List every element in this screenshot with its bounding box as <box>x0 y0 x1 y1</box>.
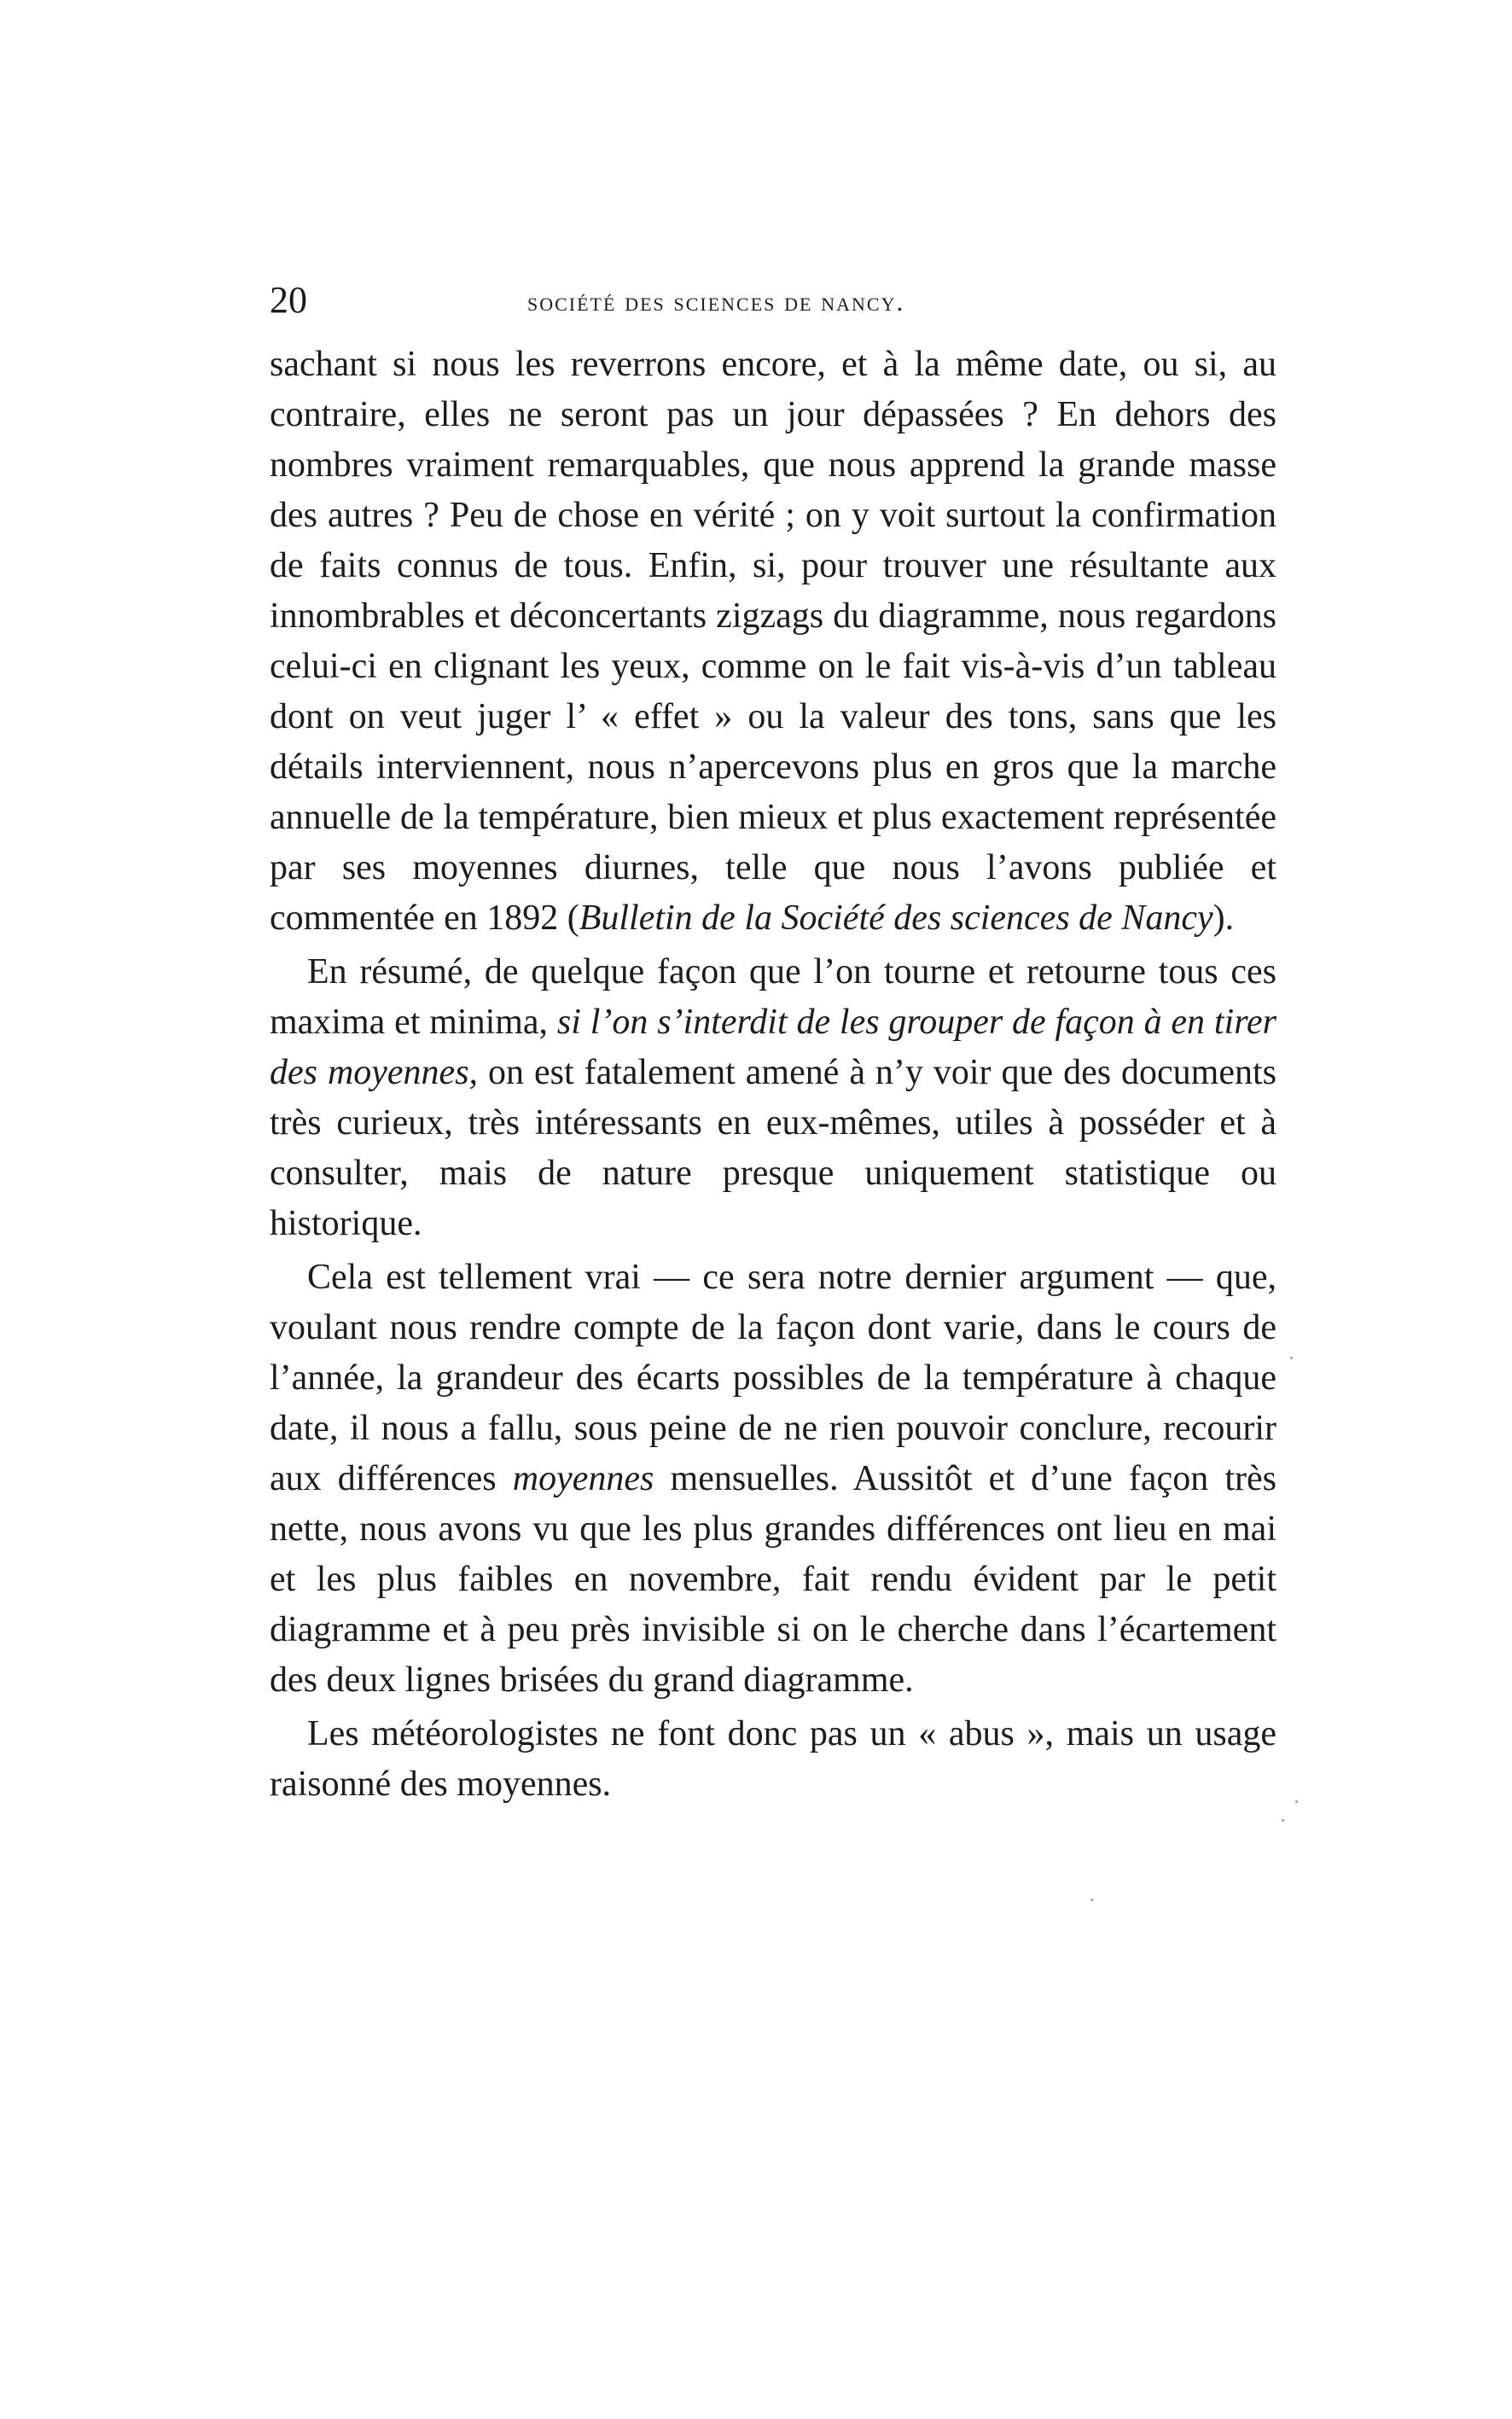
paragraph-argument <box>270 1253 1276 1706</box>
paragraph-text: sachant si nous les reverrons encore, et à la même date, ou si, au contraire, elles ne seront pas un jour dépassées ? En dehors des nombres vraiment remarquables, que nous apprend la grande masse des autres ? Peu de chose en vérité ; on y voit surtout la confirmation de faits connus de tous. Enfin, si, pour trouver une résultante aux innombrables et déconcertants zigzags du diagramme, nous regardons celui-ci en clignant les yeux, comme on le fait vis-à-vis d’un tableau dont on veut juger l’ « effet » ou la valeur des tons, sans que les détails interviennent, nous n’apercevons plus en gros que la marche annuelle de la température, bien mieux et plus exactement représentée par ses moyennes diurnes, telle que nous l’avons publiée et commentée en 1892 ( <box>270 345 1276 938</box>
paragraph-text: ). <box>1213 898 1235 938</box>
scan-speck <box>1282 1819 1284 1822</box>
paragraph-conclusion <box>270 1709 1276 1810</box>
body-text <box>270 340 1276 1810</box>
paragraph-text: Les météorologistes ne font donc pas un « abus », mais un usage raisonné des moyennes. <box>270 1714 1276 1804</box>
bulletin-title-italic: Bulletin de la Société des sciences de Nancy <box>579 898 1213 938</box>
scan-speck <box>1290 1357 1293 1359</box>
running-head <box>270 275 1276 326</box>
scan-speck <box>1090 1899 1093 1901</box>
emphasis-italic: moyennes <box>512 1459 654 1498</box>
scan-speck <box>1295 1800 1298 1803</box>
paragraph-text: En résumé, de quelque façon que l’on tourne et retourne tous ces maxima et minima, <box>270 952 1276 1042</box>
paragraph-summary <box>270 947 1276 1249</box>
paragraph-continuation <box>270 340 1276 944</box>
page-number: 20 <box>270 279 307 321</box>
paragraph-text: on est fatalement amené à n’y voir que des documents très curieux, très intéressants en eux-mêmes, utiles à posséder et à consulter, mais de nature presque uniquement statistique ou historique. <box>270 1053 1276 1243</box>
journal-title: société des sciences de nancy. <box>527 287 905 317</box>
paragraph-text: Cela est tellement vrai — ce sera notre dernier argument — que, voulant nous rendre compte de la façon dont varie, dans le cours de l’année, la grandeur des écarts possibles de la température à chaque date, il nous a fallu, sous peine de ne rien pouvoir conclure, recourir aux différences <box>270 1258 1276 1498</box>
emphasis-italic: si l’on s’interdit de les grouper de façon à en tirer des moyennes, <box>270 1003 1276 1092</box>
paragraph-text: mensuelles. Aussitôt et d’une façon très nette, nous avons vu que les plus grandes différences ont lieu en mai et les plus faibles en novembre, fait rendu évident par le petit diagramme et à peu près invisible si on le cherche dans l’écartement des deux lignes brisées du grand diagramme. <box>270 1459 1277 1700</box>
